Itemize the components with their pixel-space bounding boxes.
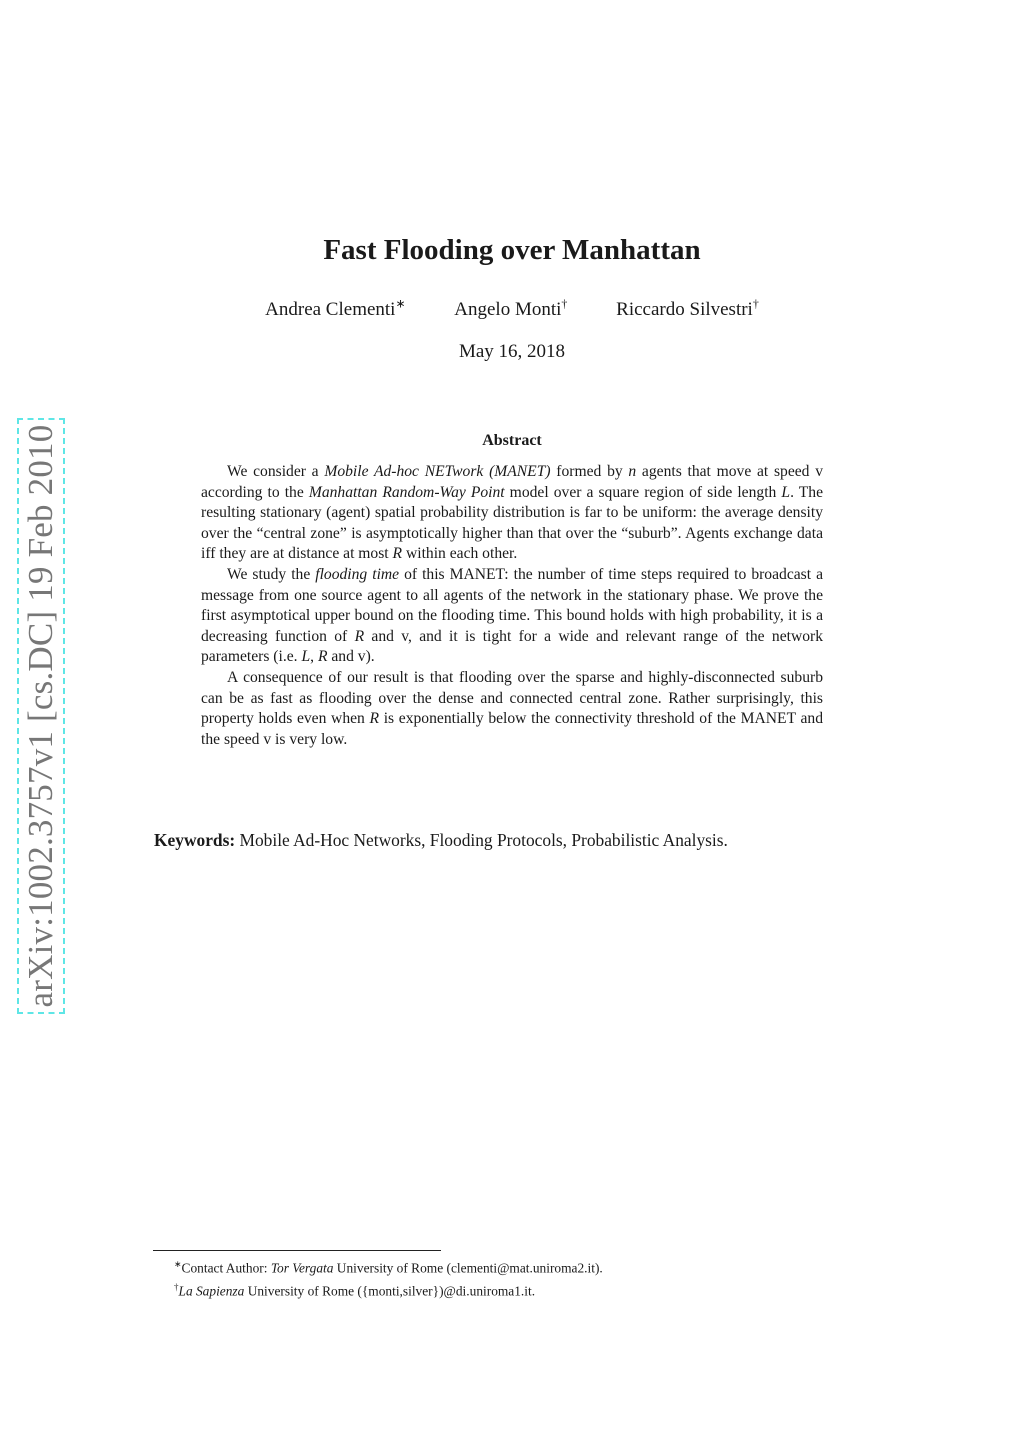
abstract-heading: Abstract [482, 432, 542, 449]
author-list [0, 297, 1024, 321]
footnote-rule [153, 1250, 441, 1251]
author-1: Andrea Clementi∗ [265, 297, 406, 321]
abstract-body [201, 462, 823, 750]
keywords [154, 830, 854, 851]
author-2: Angelo Monti† [454, 297, 568, 321]
arxiv-identifier: arXiv:1002.3757v1 [cs.DC] 19 Feb 2010 [21, 424, 60, 1008]
abstract-paragraph-2: We study the flooding time of this MANET: the number of time steps required to broadcast a message from one source agent to all agents of the network in the stationary phase. We prove the first asymptotical upper bound on the flooding time. This bound holds with high probability, it is a decreasing function of R and v, and it is tight for a wide and relevant range of the network parameters (i.e. L, R and v). [201, 565, 823, 666]
abstract-paragraph-1: We consider a Mobile Ad-hoc NETwork (MANET) formed by n agents that move at speed v according to the Manhattan Random-Way Point model over a square region of side length L. The resulting stationary (agent) spatial probability distribution is far to be uniform: the average density over the “central zone” is asymptotically higher than that over the “suburb”. Agents exchange data iff they are at distance at most R within each other. [201, 463, 824, 563]
footnotes [174, 1255, 874, 1301]
abstract-paragraph-3: A consequence of our result is that flooding over the sparse and highly-disconnected suburb can be as fast as flooding over the dense and connected central zone. Rather surprisingly, this property holds even when R is exponentially below the connectivity threshold of the MANET and the speed v is very low. [201, 668, 823, 748]
keywords-label: Keywords: [154, 830, 236, 850]
paper-date: May 16, 2018 [458, 341, 566, 362]
arxiv-stamp [17, 418, 65, 1014]
footnote-1: ∗Contact Author: Tor Vergata University of Rome (clementi@mat.uniroma2.it). [174, 1259, 603, 1276]
paper-title: Fast Flooding over Manhattan [323, 234, 701, 266]
author-3: Riccardo Silvestri† [616, 297, 759, 321]
footnote-2: †La Sapienza University of Rome ({monti,silver})@di.uniroma1.it. [174, 1281, 536, 1299]
keywords-text: Mobile Ad-Hoc Networks, Flooding Protocols, Probabilistic Analysis. [235, 830, 728, 850]
